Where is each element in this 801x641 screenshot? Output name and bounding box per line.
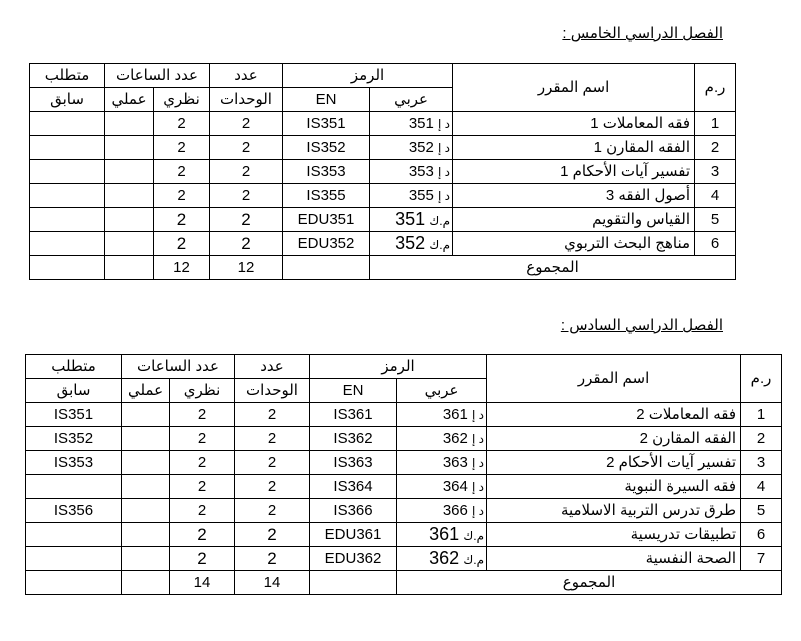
code-ar: [370, 232, 453, 256]
row-num: 5: [695, 208, 736, 232]
course-name: مناهج البحث التربوي: [453, 232, 695, 256]
semester5-body: [30, 112, 736, 280]
theory-hours: 2: [154, 136, 210, 160]
code-prefix: د إ: [472, 407, 485, 422]
total-theory: 14: [170, 571, 235, 595]
header-course-name: اسم المقرر: [487, 355, 741, 403]
table-row: [30, 208, 736, 232]
units: 2: [235, 523, 310, 547]
header-code-en: EN: [283, 88, 370, 112]
code-prefix: د إ: [472, 479, 485, 494]
header-code-ar: عربي: [370, 88, 453, 112]
table-row: [30, 136, 736, 160]
code-en: EDU361: [310, 523, 397, 547]
practical-hours: [122, 451, 170, 475]
row-num: 5: [741, 499, 782, 523]
code-en: EDU362: [310, 547, 397, 571]
row-num: 3: [741, 451, 782, 475]
prereq: [26, 547, 122, 571]
code-number: 351: [395, 208, 426, 229]
row-num: 1: [695, 112, 736, 136]
table-row: [30, 184, 736, 208]
code-ar: [397, 499, 487, 523]
header-code: الرمز: [283, 64, 453, 88]
code-ar: [370, 112, 453, 136]
theory-hours: 2: [154, 160, 210, 184]
code-en: IS366: [310, 499, 397, 523]
prereq: [30, 184, 105, 208]
code-prefix: م.ك: [463, 528, 485, 543]
course-name: الصحة النفسية: [487, 547, 741, 571]
course-name: أصول الفقه 3: [453, 184, 695, 208]
prereq: IS353: [26, 451, 122, 475]
course-name: فقه المعاملات 2: [487, 403, 741, 427]
table-row: [30, 232, 736, 256]
total-prereq: [26, 571, 122, 595]
table-row: [26, 523, 782, 547]
code-ar: [370, 136, 453, 160]
header-prereq-bottom: سابق: [30, 88, 105, 112]
units: 2: [235, 427, 310, 451]
code-number: 351: [408, 114, 434, 132]
practical-hours: [105, 112, 154, 136]
prereq: [30, 112, 105, 136]
code-prefix: م.ك: [429, 213, 451, 228]
code-ar: [397, 475, 487, 499]
prereq: [26, 523, 122, 547]
code-prefix: د إ: [472, 503, 485, 518]
prereq: [30, 208, 105, 232]
code-number: 364: [442, 477, 468, 495]
code-prefix: د إ: [438, 188, 451, 203]
header-hours: عدد الساعات: [122, 355, 235, 379]
course-name: تفسير آيات الأحكام 2: [487, 451, 741, 475]
code-number: 361: [429, 523, 460, 544]
course-name: تفسير آيات الأحكام 1: [453, 160, 695, 184]
code-number: 363: [442, 453, 468, 471]
units: 2: [235, 451, 310, 475]
code-en: IS361: [310, 403, 397, 427]
row-num: 2: [741, 427, 782, 451]
table-row: [26, 427, 782, 451]
semester6-title: الفصل الدراسي السادس :: [560, 317, 723, 334]
course-name: الفقه المقارن 1: [453, 136, 695, 160]
practical-hours: [122, 499, 170, 523]
semester6-body: [26, 403, 782, 595]
code-ar: [397, 451, 487, 475]
table-row: [30, 160, 736, 184]
row-num: 6: [741, 523, 782, 547]
prereq: [30, 160, 105, 184]
code-number: 352: [408, 138, 434, 156]
table-row: [26, 547, 782, 571]
header-num: ر.م: [695, 64, 736, 112]
code-number: 352: [395, 232, 426, 253]
code-en: IS355: [283, 184, 370, 208]
theory-hours: 2: [170, 499, 235, 523]
code-prefix: د إ: [472, 431, 485, 446]
header-course-name: اسم المقرر: [453, 64, 695, 112]
practical-hours: [105, 160, 154, 184]
table-row: [30, 112, 736, 136]
units: 2: [235, 475, 310, 499]
units: 2: [210, 208, 283, 232]
total-practical: [122, 571, 170, 595]
semester6-table: [25, 354, 782, 595]
table-row: [26, 499, 782, 523]
code-ar: [397, 403, 487, 427]
course-name: فقه السيرة النبوية: [487, 475, 741, 499]
header-prereq-top: متطلب: [30, 64, 105, 88]
total-label: المجموع: [397, 571, 782, 595]
semester5-title: الفصل الدراسي الخامس :: [562, 25, 723, 42]
practical-hours: [105, 232, 154, 256]
code-number: 361: [442, 405, 468, 423]
code-ar: [397, 547, 487, 571]
total-row: [30, 256, 736, 280]
table-row: [26, 475, 782, 499]
practical-hours: [122, 547, 170, 571]
code-en: IS351: [283, 112, 370, 136]
code-prefix: م.ك: [429, 237, 451, 252]
header-units-top: عدد: [235, 355, 310, 379]
total-practical: [105, 256, 154, 280]
row-num: 4: [741, 475, 782, 499]
practical-hours: [122, 427, 170, 451]
total-row: [26, 571, 782, 595]
code-number: 355: [408, 186, 434, 204]
practical-hours: [105, 184, 154, 208]
semester6-header: [26, 355, 782, 403]
code-ar: [397, 427, 487, 451]
total-theory: 12: [154, 256, 210, 280]
practical-hours: [105, 208, 154, 232]
code-en: IS363: [310, 451, 397, 475]
theory-hours: 2: [154, 184, 210, 208]
practical-hours: [122, 403, 170, 427]
code-ar: [370, 160, 453, 184]
table-row: [26, 451, 782, 475]
course-name: طرق تدرس التربية الاسلامية: [487, 499, 741, 523]
code-prefix: د إ: [438, 164, 451, 179]
row-num: 6: [695, 232, 736, 256]
code-en: IS353: [283, 160, 370, 184]
code-number: 353: [408, 162, 434, 180]
code-number: 366: [442, 501, 468, 519]
theory-hours: 2: [170, 427, 235, 451]
units: 2: [210, 160, 283, 184]
theory-hours: 2: [170, 451, 235, 475]
header-code-en: EN: [310, 379, 397, 403]
table-row: [26, 403, 782, 427]
row-num: 3: [695, 160, 736, 184]
code-en: IS364: [310, 475, 397, 499]
units: 2: [235, 547, 310, 571]
header-units-bottom: الوحدات: [210, 88, 283, 112]
header-theory: نظري: [154, 88, 210, 112]
course-name: فقه المعاملات 1: [453, 112, 695, 136]
header-code-ar: عربي: [397, 379, 487, 403]
code-prefix: د إ: [438, 116, 451, 131]
code-en: EDU351: [283, 208, 370, 232]
header-units-bottom: الوحدات: [235, 379, 310, 403]
code-en: IS362: [310, 427, 397, 451]
code-ar: [370, 208, 453, 232]
header-theory: نظري: [170, 379, 235, 403]
header-code: الرمز: [310, 355, 487, 379]
prereq: [30, 232, 105, 256]
total-empty: [283, 256, 370, 280]
row-num: 2: [695, 136, 736, 160]
units: 2: [210, 112, 283, 136]
course-name: الفقه المقارن 2: [487, 427, 741, 451]
course-name: القياس والتقويم: [453, 208, 695, 232]
practical-hours: [105, 136, 154, 160]
code-en: IS352: [283, 136, 370, 160]
theory-hours: 2: [154, 232, 210, 256]
total-prereq: [30, 256, 105, 280]
units: 2: [235, 403, 310, 427]
header-practical: عملي: [122, 379, 170, 403]
theory-hours: 2: [170, 547, 235, 571]
header-num: ر.م: [741, 355, 782, 403]
total-units: 12: [210, 256, 283, 280]
units: 2: [210, 184, 283, 208]
code-ar: [397, 523, 487, 547]
header-prereq-top: متطلب: [26, 355, 122, 379]
prereq: [26, 475, 122, 499]
row-num: 1: [741, 403, 782, 427]
practical-hours: [122, 523, 170, 547]
theory-hours: 2: [154, 208, 210, 232]
course-name: تطبيقات تدريسية: [487, 523, 741, 547]
semester5-header: [30, 64, 736, 112]
prereq: IS352: [26, 427, 122, 451]
code-number: 362: [442, 429, 468, 447]
header-practical: عملي: [105, 88, 154, 112]
theory-hours: 2: [154, 112, 210, 136]
theory-hours: 2: [170, 523, 235, 547]
row-num: 4: [695, 184, 736, 208]
total-label: المجموع: [370, 256, 736, 280]
total-units: 14: [235, 571, 310, 595]
code-prefix: د إ: [438, 140, 451, 155]
code-prefix: د إ: [472, 455, 485, 470]
code-ar: [370, 184, 453, 208]
theory-hours: 2: [170, 403, 235, 427]
theory-hours: 2: [170, 475, 235, 499]
practical-hours: [122, 475, 170, 499]
units: 2: [210, 136, 283, 160]
total-empty: [310, 571, 397, 595]
prereq: IS356: [26, 499, 122, 523]
units: 2: [210, 232, 283, 256]
header-prereq-bottom: سابق: [26, 379, 122, 403]
semester5-table: [29, 63, 736, 280]
prereq: [30, 136, 105, 160]
row-num: 7: [741, 547, 782, 571]
code-number: 362: [429, 547, 460, 568]
header-units-top: عدد: [210, 64, 283, 88]
header-hours: عدد الساعات: [105, 64, 210, 88]
prereq: IS351: [26, 403, 122, 427]
units: 2: [235, 499, 310, 523]
code-prefix: م.ك: [463, 552, 485, 567]
code-en: EDU352: [283, 232, 370, 256]
